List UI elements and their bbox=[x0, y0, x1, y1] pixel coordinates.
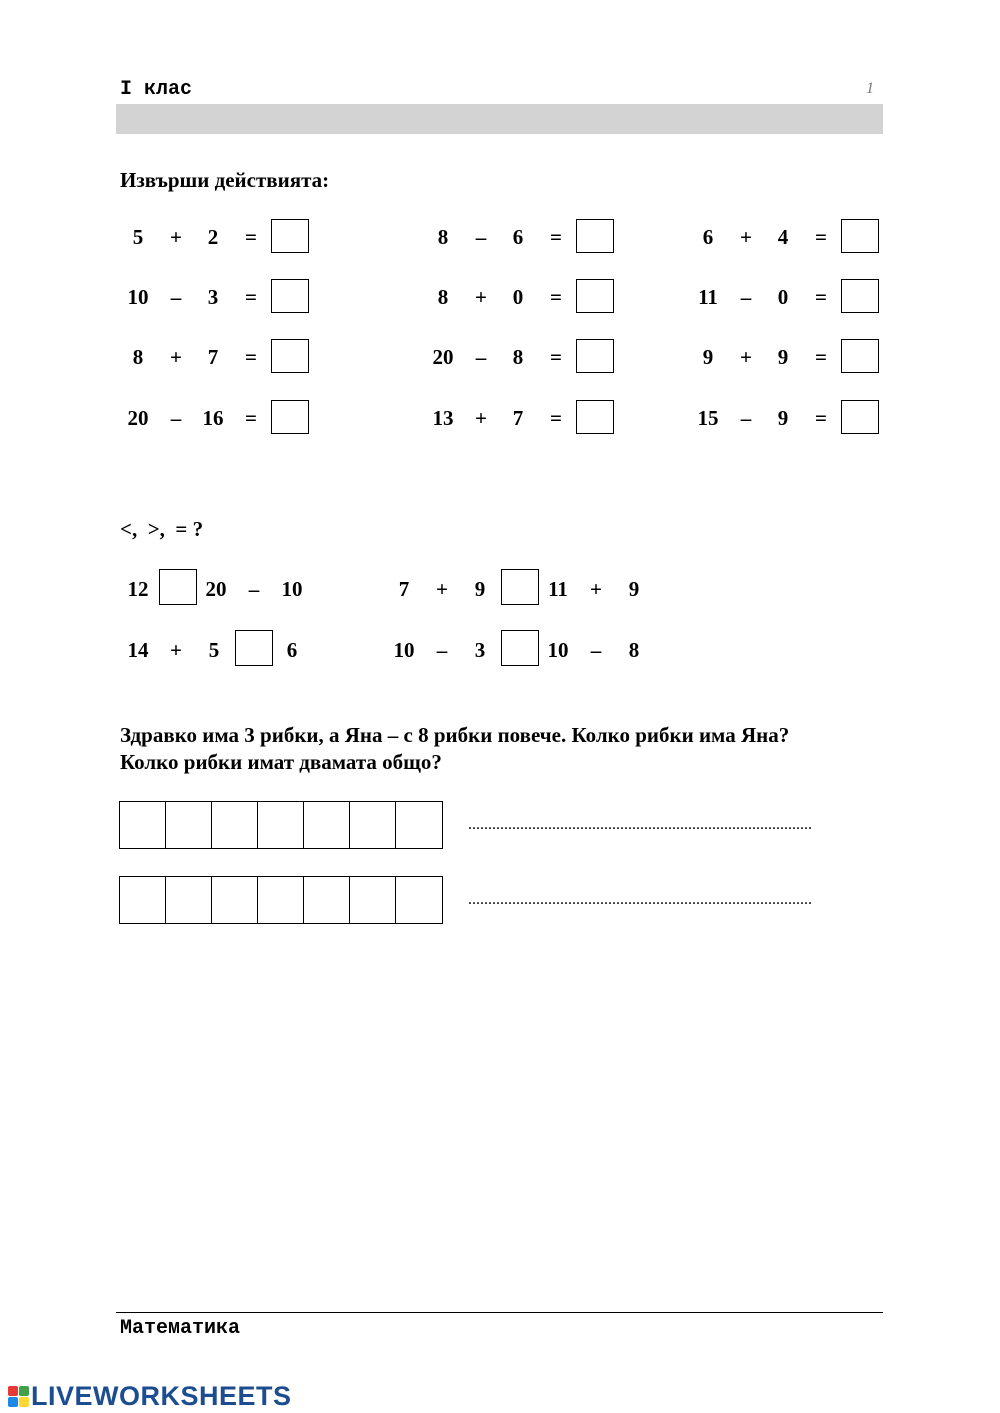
logo-block bbox=[19, 1397, 29, 1407]
comparison-right-token: 11 bbox=[548, 577, 568, 601]
operand-b: 9 bbox=[777, 406, 789, 430]
answer-box[interactable] bbox=[841, 400, 879, 434]
operand-a: 9 bbox=[702, 345, 714, 369]
answer-box[interactable] bbox=[576, 219, 614, 253]
word-problem-line-2: Колко рибки имат двамата общо? bbox=[120, 750, 442, 774]
comparison-box[interactable] bbox=[501, 569, 539, 605]
answer-cell[interactable] bbox=[165, 876, 213, 924]
operator: – bbox=[170, 406, 182, 430]
operand-b: 7 bbox=[512, 406, 524, 430]
comparison-right-token: 8 bbox=[628, 638, 640, 662]
operator: – bbox=[475, 345, 487, 369]
section2-heading: <, >, = ? bbox=[120, 517, 204, 541]
comparison-left-token: – bbox=[436, 638, 448, 662]
comparison-left-token: 12 bbox=[127, 577, 149, 601]
comparison-right-token: – bbox=[248, 577, 260, 601]
operator: – bbox=[740, 406, 752, 430]
operator: – bbox=[170, 285, 182, 309]
operator: + bbox=[740, 225, 752, 249]
answer-box[interactable] bbox=[271, 339, 309, 373]
class-title: I клас bbox=[120, 78, 193, 101]
comparison-right-token: 20 bbox=[205, 577, 227, 601]
operator: + bbox=[475, 285, 487, 309]
answer-cell[interactable] bbox=[395, 801, 443, 849]
answer-cell[interactable] bbox=[119, 876, 167, 924]
comparison-left-token: 10 bbox=[393, 638, 415, 662]
header-bar bbox=[116, 104, 883, 134]
operand-a: 10 bbox=[127, 285, 149, 309]
operand-b: 6 bbox=[512, 225, 524, 249]
equals-sign: = bbox=[550, 285, 562, 309]
answer-box[interactable] bbox=[271, 400, 309, 434]
comparison-box[interactable] bbox=[235, 630, 273, 666]
answer-cell[interactable] bbox=[349, 801, 397, 849]
operator: + bbox=[170, 225, 182, 249]
operator: + bbox=[475, 406, 487, 430]
operand-a: 11 bbox=[698, 285, 718, 309]
operand-b: 7 bbox=[207, 345, 219, 369]
liveworksheets-logo bbox=[8, 1381, 292, 1412]
equals-sign: = bbox=[245, 406, 257, 430]
comparison-left-token: 9 bbox=[474, 577, 486, 601]
equals-sign: = bbox=[815, 225, 827, 249]
comparison-left-token: 3 bbox=[474, 638, 486, 662]
answer-grid-1 bbox=[119, 801, 443, 849]
answer-box[interactable] bbox=[841, 279, 879, 313]
operator: + bbox=[740, 345, 752, 369]
footer-divider bbox=[116, 1312, 883, 1313]
answer-cell[interactable] bbox=[257, 801, 305, 849]
answer-line-1[interactable]: ...................................................................................... bbox=[468, 816, 812, 833]
answer-cell[interactable] bbox=[211, 801, 259, 849]
subject-name: Математика bbox=[120, 1317, 241, 1340]
operand-b: 9 bbox=[777, 345, 789, 369]
equals-sign: = bbox=[815, 285, 827, 309]
comparison-left-token: + bbox=[170, 638, 182, 662]
equals-sign: = bbox=[245, 285, 257, 309]
equals-sign: = bbox=[550, 406, 562, 430]
section1-heading: Извърши действията: bbox=[120, 168, 330, 192]
answer-line-2[interactable]: ...................................................................................... bbox=[468, 891, 812, 908]
word-problem bbox=[120, 722, 900, 776]
logo-block bbox=[8, 1397, 18, 1407]
answer-cell[interactable] bbox=[303, 876, 351, 924]
operand-b: 8 bbox=[512, 345, 524, 369]
comparison-right-token: – bbox=[590, 638, 602, 662]
answer-cell[interactable] bbox=[119, 801, 167, 849]
answer-box[interactable] bbox=[841, 219, 879, 253]
answer-box[interactable] bbox=[576, 400, 614, 434]
operand-b: 0 bbox=[777, 285, 789, 309]
operand-b: 2 bbox=[207, 225, 219, 249]
logo-block bbox=[19, 1386, 29, 1396]
operand-b: 3 bbox=[207, 285, 219, 309]
comparison-right-token: 6 bbox=[286, 638, 298, 662]
logo-blocks-icon bbox=[8, 1386, 29, 1407]
comparison-left-token: 5 bbox=[208, 638, 220, 662]
equals-sign: = bbox=[550, 345, 562, 369]
operand-a: 8 bbox=[437, 285, 449, 309]
equals-sign: = bbox=[815, 406, 827, 430]
operand-a: 5 bbox=[132, 225, 144, 249]
answer-box[interactable] bbox=[271, 219, 309, 253]
comparison-right-token: 9 bbox=[628, 577, 640, 601]
equals-sign: = bbox=[245, 345, 257, 369]
comparison-right-token: + bbox=[590, 577, 602, 601]
equals-sign: = bbox=[815, 345, 827, 369]
comparison-box[interactable] bbox=[501, 630, 539, 666]
logo-block bbox=[8, 1386, 18, 1396]
answer-cell[interactable] bbox=[395, 876, 443, 924]
answer-box[interactable] bbox=[841, 339, 879, 373]
operand-a: 8 bbox=[437, 225, 449, 249]
operand-a: 8 bbox=[132, 345, 144, 369]
comparison-left-token: 14 bbox=[127, 638, 149, 662]
comparison-box[interactable] bbox=[159, 569, 197, 605]
operand-b: 0 bbox=[512, 285, 524, 309]
logo-text: LIVEWORKSHEETS bbox=[31, 1381, 292, 1411]
equals-sign: = bbox=[245, 225, 257, 249]
operand-a: 20 bbox=[432, 345, 454, 369]
comparison-right-token: 10 bbox=[281, 577, 303, 601]
comparison-left-token: + bbox=[436, 577, 448, 601]
operator: + bbox=[170, 345, 182, 369]
operand-b: 16 bbox=[202, 406, 224, 430]
answer-cell[interactable] bbox=[257, 876, 305, 924]
operand-a: 20 bbox=[127, 406, 149, 430]
operand-a: 6 bbox=[702, 225, 714, 249]
operator: – bbox=[740, 285, 752, 309]
equals-sign: = bbox=[550, 225, 562, 249]
answer-grid-2 bbox=[119, 876, 443, 924]
answer-box[interactable] bbox=[271, 279, 309, 313]
word-problem-line-1: Здравко има 3 рибки, а Яна – с 8 рибки повече. Колко рибки има Яна? bbox=[120, 723, 790, 747]
comparison-right-token: 10 bbox=[547, 638, 569, 662]
operand-b: 4 bbox=[777, 225, 789, 249]
answer-cell[interactable] bbox=[165, 801, 213, 849]
operator: – bbox=[475, 225, 487, 249]
page-number: 1 bbox=[866, 80, 874, 97]
answer-cell[interactable] bbox=[349, 876, 397, 924]
answer-cell[interactable] bbox=[211, 876, 259, 924]
operand-a: 13 bbox=[432, 406, 454, 430]
operand-a: 15 bbox=[697, 406, 719, 430]
answer-cell[interactable] bbox=[303, 801, 351, 849]
answer-box[interactable] bbox=[576, 339, 614, 373]
answer-box[interactable] bbox=[576, 279, 614, 313]
comparison-left-token: 7 bbox=[398, 577, 410, 601]
